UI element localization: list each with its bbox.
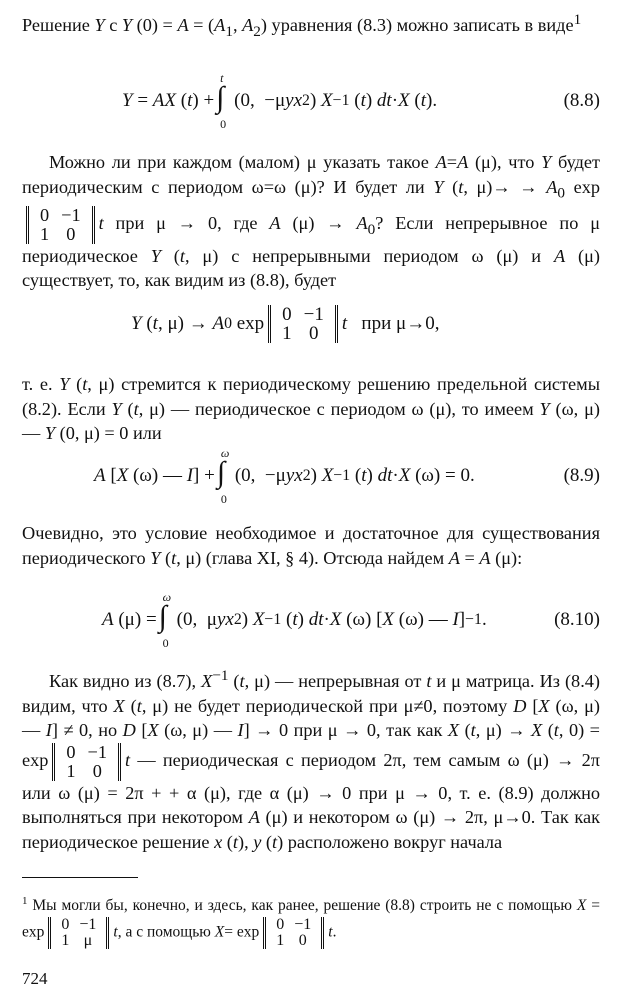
equation-label: (8.8) <box>563 90 600 111</box>
footnote: $^1$ Мы могли бы, конечно, и здесь, как ранее, решение (8.8) строить не с помощью X = exp 0 −1 1 μ t, а с помощью X= exp 0 −1 1 0 t. <box>22 895 600 950</box>
equation-8-10: A (μ) = ω ∫ 0 (0, μ yx 2 ) X −1 ( t ) dt · X (ω) [ X (ω) — I ] −1 . (8.10) <box>102 590 600 650</box>
paragraph-5: Как видно из (8.7), $X^{-1}$ (t, μ) — непрерывная от t и μ матрица. Из (8.4) видим, что X (t, μ) не будет периодической при μ≠0, поэтому D [X (ω, μ) — I] ≠ 0, но D [X (ω, μ) — I] → 0 при μ → 0, так как X (t, μ) → X (t, 0) = exp 0 −1 1 0 t — периодическая с периодом 2π, тем самым ω (μ) → 2π или ω (μ) = 2π + + α (μ), где α (μ) → 0 при μ → 0, т. е. (8.9) должно выполняться при некотором A (μ) и некотором ω (μ) → 2π, μ→0. Так как периодическое решение x (t), y (t) расположено вокруг начала <box>22 667 600 852</box>
equation-8-8: Y = AX ( t ) + t ∫ 0 (0, −μ yx 2 ) X −1 ( t ) dt · X ( t ). (8.8) <box>122 71 600 131</box>
paragraph-2: Можно ли при каждом (малом) μ указать такое A=A (μ), что Y будет периодическим с периодом ω=ω (μ)? И будет ли Y (t, $\mu)\to \to A_0$ exp 0 −1 1 0 t при μ → 0, где A $(\mu) \to A_0$? Если непрерывное по μ периодическое Y (t, μ) с непрерывными периодом ω (μ) и A (μ) существует, то, как видим из (8.8), будет <box>22 152 601 291</box>
paragraph-3: т. е. Y (t, μ) стремится к периодическому решению предельной системы (8.2). Если Y (t, μ) — периодическое с периодом ω (μ), то имеем Y (ω, μ) — Y (0, μ) = 0 или <box>22 374 600 443</box>
equation-limit: Y ( t , μ) → A 0 exp 0 −1 1 0 t при μ→0, <box>131 304 440 344</box>
equation-8-9: A [ X (ω) — I ] + ω ∫ 0 (0, −μ yx 2 ) X −1 ( t ) dt · X (ω) = 0. (8.9) <box>94 446 600 506</box>
footnote-rule <box>22 877 138 878</box>
page-number: 724 <box>22 969 48 988</box>
equation-label: (8.9) <box>563 465 600 486</box>
equation-label: (8.10) <box>554 609 600 630</box>
paragraph-4: Очевидно, это условие необходимое и достаточное для существования периодического Y (t, μ) (глава XI, § 4). Отсюда найдем A = A (μ): <box>22 523 600 568</box>
paragraph-1: Решение Y с Y $(0) = A = (A_1$, $A_2$) уравнения (8.3) можно записать в виде$^1$ <box>22 11 582 40</box>
